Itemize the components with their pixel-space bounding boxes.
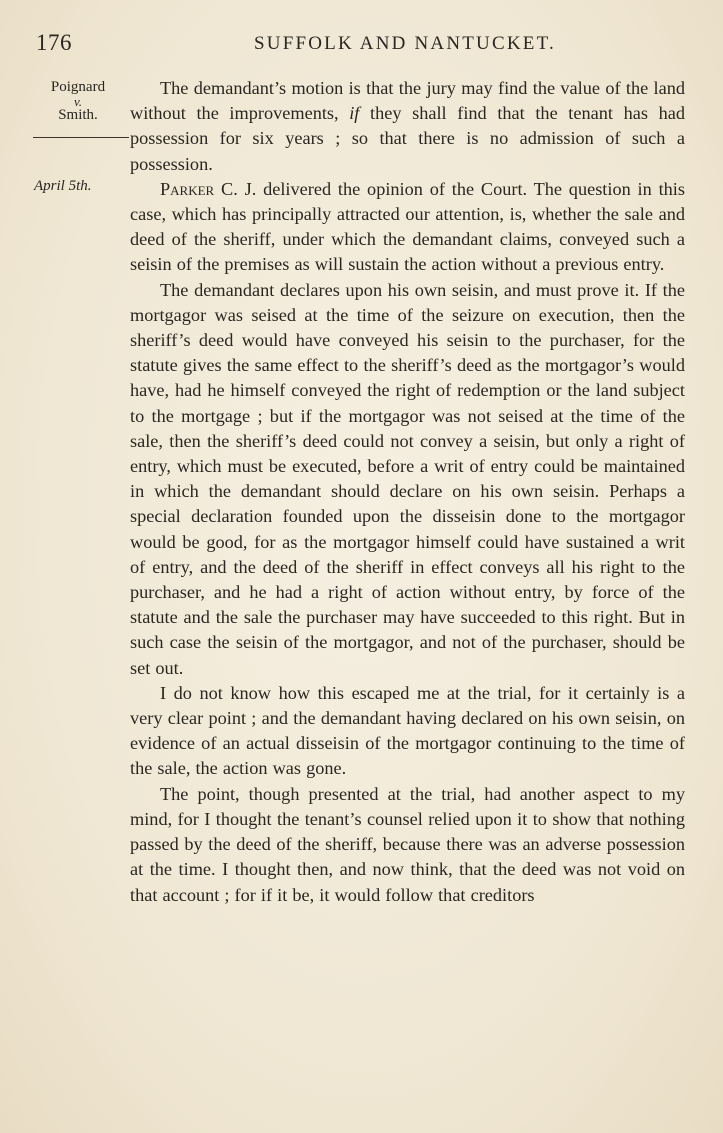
paragraph-point: The point, though presented at the trial, had another aspect to my mind, for I thought the tenant’s counsel relied upon it to show that nothing passed by the deed of the sheriff, because there was an adverse possession at the time. I thought then, and now think, that the deed was not void on that account ; for if it be, it would follow that creditors xyxy=(130,783,685,905)
case-party-2: Smith. xyxy=(58,107,98,123)
body-text xyxy=(130,76,685,908)
page-number: 176 xyxy=(36,30,72,55)
paragraph-opinion-intro: Parker C. J. delivered the opinion of the Court. The question in this case, which has principally attracted our attention, is, whether the sale and deed of the sheriff, under which the demandant claims, conveyed such a seisin of the premises as will sustain the action without a previous entry. xyxy=(130,178,685,275)
case-versus: v. xyxy=(73,94,83,109)
margin-case-name xyxy=(30,79,126,124)
paragraph-seisin: The demandant declares upon his own seisin, and must prove it. If the mortgagor was seised at the time of the seizure on execution, then the sheriff’s deed would have conveyed his seisin to the purchaser, for the statute gives the same effect to the sheriff’s deed as the mortgagor’s would have, had he himself conveyed the right of redemption or the land subject to the mortgage ; but if the mortgagor was not seised at the time of the sale, then the sheriff’s deed could not convey a seisin, but only a right of entry, which must be executed, before a writ of entry could be maintained in which the demandant should declare on his own seisin. Perhaps a special declaration founded upon the disseisin done to the mortgagor would be good, for as the mortgagor himself could have sustained a writ of entry, and the deed of the sheriff in effect conveys all his right to the purchaser, and he had a right of action without entry, by force of the statute and the sale the purchaser may have succeeded to this right. But in such case the seisin of the mortgagor, and not of the purchaser, should be set out. xyxy=(130,279,685,678)
page-header xyxy=(36,30,683,60)
case-party-1: Poignard xyxy=(50,79,106,95)
margin-rule xyxy=(33,137,129,138)
judge-name: Parker xyxy=(160,178,215,199)
running-head: SUFFOLK AND NANTUCKET. xyxy=(254,33,556,54)
paragraph-motion: The demandant’s motion is that the jury may find the value of the land without the improvements, if they shall find that the tenant has had possession for six years ; so that there is no admission of such a possession. xyxy=(130,78,685,174)
paragraph-trial: I do not know how this escaped me at the trial, for it certainly is a very clear point ; and the demandant having declared on his own seisin, on evidence of an actual disseisin of the mortgagor continuing to the time of the sale, the action was gone. xyxy=(130,682,685,779)
margin-date: April 5th. xyxy=(34,178,92,194)
